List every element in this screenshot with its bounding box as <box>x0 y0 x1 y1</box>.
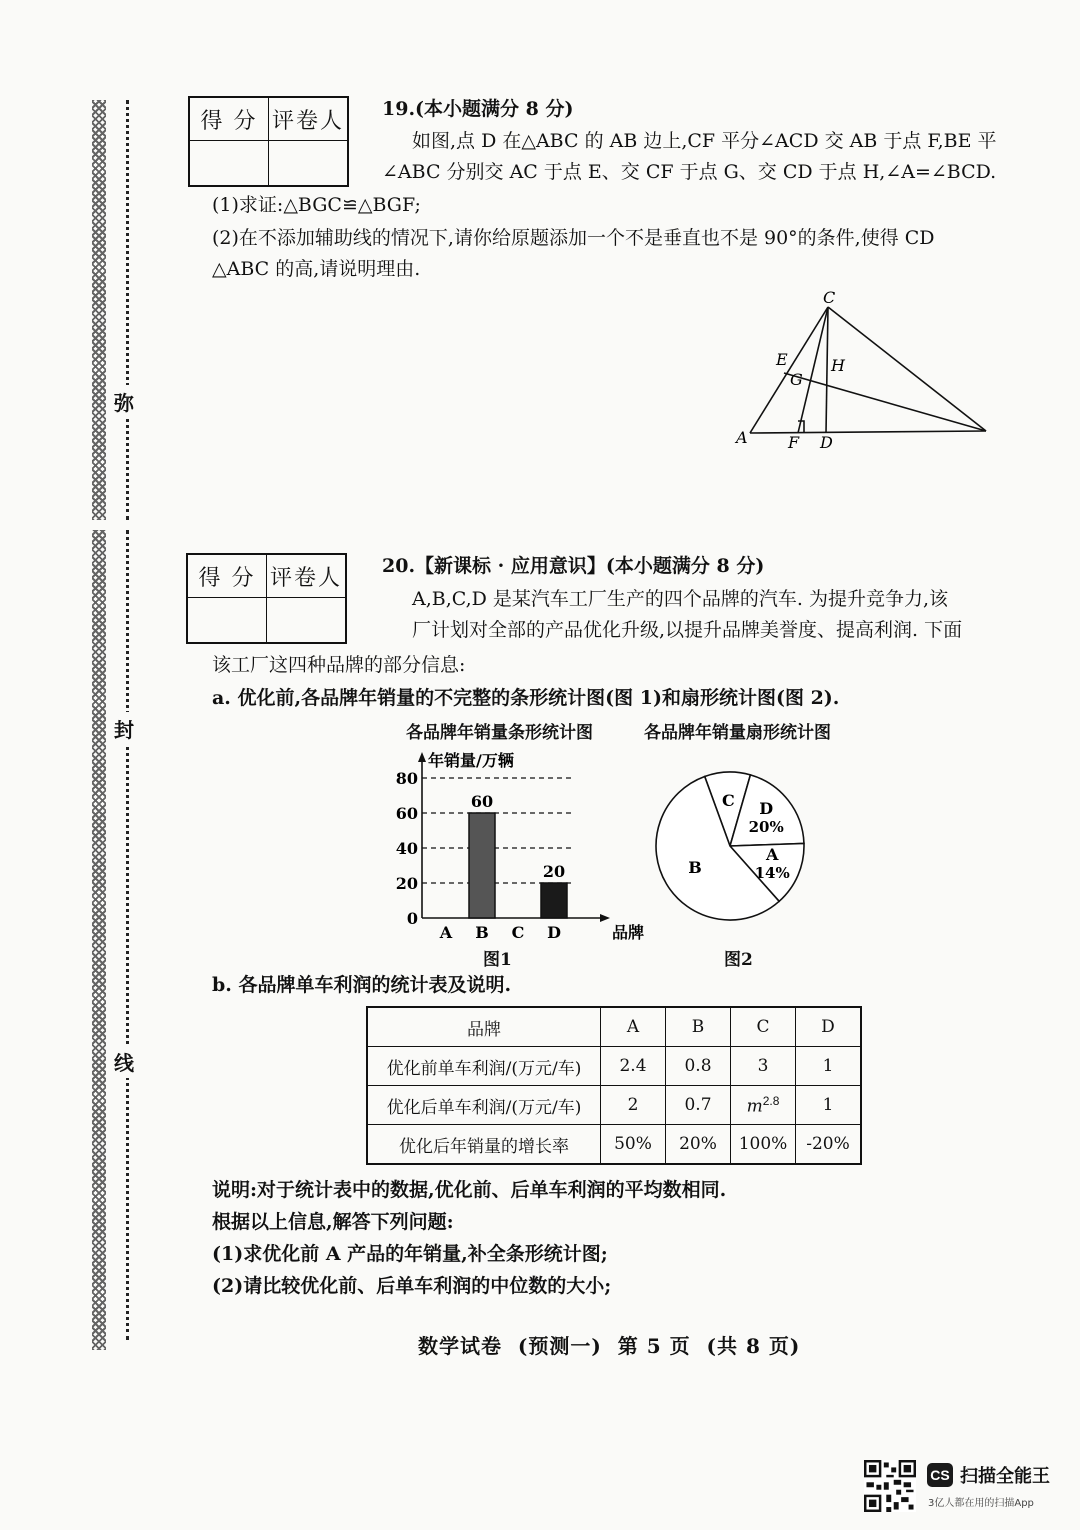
bar-ytick-label: 0 <box>406 909 418 928</box>
bar-category-label: D <box>547 923 561 942</box>
score-box-q20 <box>186 553 347 644</box>
segment-ab <box>750 431 986 433</box>
binding-dotted-line-top <box>126 100 129 520</box>
bar-y-arrow <box>418 752 426 762</box>
qr-code-icon <box>864 1460 916 1512</box>
page-footer: 数学试卷 (预测一) 第 5 页 (共 8 页) <box>418 1334 801 1358</box>
pie-label-d: D <box>759 798 774 818</box>
pie-percent-d: 20% <box>748 817 784 836</box>
scanner-app-name: 扫描全能王 <box>960 1466 1050 1487</box>
bar-ytick-label: 40 <box>395 839 418 858</box>
table-cell-m <box>731 1086 796 1125</box>
table-header-row <box>367 1007 861 1047</box>
bar-category-label: A <box>439 923 453 942</box>
q19-line1: 如图,点 D 在△ABC 的 AB 边上,CF 平分∠ACD 交 AB 于点 F,BE 平 <box>412 130 997 152</box>
table-cell: 20% <box>666 1125 731 1165</box>
table-header-cell: 品牌 <box>367 1007 601 1047</box>
label-g: G <box>790 370 803 389</box>
bar-category-label: B <box>475 923 489 942</box>
grader-label: 评卷人 <box>269 97 349 141</box>
q19-line2: ∠ABC 分别交 AC 于点 E、交 CF 于点 G、交 CD 于点 H,∠A=∠BCD. <box>382 161 997 183</box>
table-cell: 1 <box>796 1047 862 1086</box>
bar-ylabel: 年销量/万辆 <box>428 751 514 770</box>
triangle-figure <box>730 285 1000 455</box>
table-cell: 0.7 <box>666 1086 731 1125</box>
table-cell: 优化后年销量的增长率 <box>367 1125 601 1165</box>
q20-line2: 厂计划对全部的产品优化升级,以提升品牌美誉度、提高利润. 下面 <box>412 619 963 641</box>
binding-dotted-line-bottom <box>126 530 129 1340</box>
pie-label-c: C <box>722 791 735 811</box>
table-header-cell: C <box>731 1007 796 1047</box>
score-cell <box>187 598 267 644</box>
bar-ytick-label: 60 <box>395 804 418 823</box>
label-f: F <box>788 433 800 452</box>
score-cell <box>189 141 269 187</box>
scanner-slogan: 3亿人都在用的扫描App <box>928 1498 1034 1509</box>
label-c: C <box>823 288 836 307</box>
q20-line1: A,B,C,D 是某汽车工厂生产的四个品牌的汽车. 为提升竞争力,该 <box>412 588 949 610</box>
table-cell: 1 <box>796 1086 862 1125</box>
table-cell: 3 <box>731 1047 796 1086</box>
table-row <box>367 1047 861 1086</box>
profit-table <box>366 1006 862 1165</box>
table-row <box>367 1125 861 1165</box>
segment-ac <box>750 307 828 433</box>
pie-percent-a: 14% <box>754 864 790 883</box>
score-box-q19 <box>188 96 349 187</box>
grader-label: 评卷人 <box>267 554 347 598</box>
bar-category-label: C <box>511 923 525 942</box>
variable-m: m <box>746 1096 763 1117</box>
segment-cd <box>826 307 828 433</box>
bar-ytick-label: 80 <box>395 769 418 788</box>
binding-char-mi: 弥 <box>114 385 134 418</box>
q20-part2: (2)请比较优化前、后单车利润的中位数的大小; <box>212 1275 612 1297</box>
table-cell: 优化前单车利润/(万元/车) <box>367 1047 601 1086</box>
bar-chart <box>380 742 645 942</box>
pie-chart <box>652 768 812 928</box>
grader-cell <box>269 141 349 187</box>
bar-x-arrow <box>600 914 610 922</box>
fig2-caption: 图2 <box>724 950 753 970</box>
table-header-cell: B <box>666 1007 731 1047</box>
q20-info-a: a. 优化前,各品牌年销量的不完整的条形统计图(图 1)和扇形统计图(图 2). <box>212 687 840 709</box>
segment-cb <box>828 307 986 431</box>
q20-part1: (1)求优化前 A 产品的年销量,补全条形统计图; <box>212 1243 608 1265</box>
q20-heading: 20.【新课标 · 应用意识】(本小题满分 8 分) <box>382 555 765 577</box>
q20-line3: 该工厂这四种品牌的部分信息: <box>212 654 466 676</box>
q19-part2-line1: (2)在不添加辅助线的情况下,请你给原题添加一个不是垂直也不是 90°的条件,使得 CD <box>212 227 935 249</box>
table-header-cell: D <box>796 1007 862 1047</box>
binding-zigzag-bottom <box>92 530 106 1350</box>
fig1-caption: 图1 <box>483 950 512 970</box>
bar-b <box>469 813 495 918</box>
bar-ytick-label: 20 <box>395 874 418 893</box>
table-row <box>367 1086 861 1125</box>
segment-be <box>784 373 986 431</box>
bar-value-label: 60 <box>470 792 494 811</box>
binding-char-feng: 封 <box>114 712 134 745</box>
table-cell: -20% <box>796 1125 862 1165</box>
q20-instruction: 根据以上信息,解答下列问题: <box>212 1211 454 1233</box>
q20-note: 说明:对于统计表中的数据,优化前、后单车利润的平均数相同. <box>212 1179 727 1201</box>
table-cell: 100% <box>731 1125 796 1165</box>
q19-heading: 19.(本小题满分 8 分) <box>382 98 574 120</box>
q19-part1: (1)求证:△BGC≌△BGF; <box>212 194 421 216</box>
q20-info-b: b. 各品牌单车利润的统计表及说明. <box>212 974 512 996</box>
table-header-cell: A <box>601 1007 666 1047</box>
score-label: 得 分 <box>187 554 267 598</box>
binding-char-xian: 线 <box>114 1045 134 1078</box>
cs-logo-icon: CS <box>927 1463 953 1487</box>
pie-label-a: A <box>765 845 779 865</box>
handwritten-note: 2.8 <box>762 1093 780 1108</box>
table-cell: 2 <box>601 1086 666 1125</box>
pie-label-b: B <box>688 857 702 877</box>
bar-d <box>541 883 567 918</box>
grader-cell <box>267 598 347 644</box>
q19-part2-line2: △ABC 的高,请说明理由. <box>212 258 421 280</box>
label-h: H <box>831 356 845 375</box>
table-cell: 2.4 <box>601 1047 666 1086</box>
label-a: A <box>736 428 748 447</box>
score-label: 得 分 <box>189 97 269 141</box>
bar-value-label: 20 <box>542 862 566 881</box>
label-e: E <box>776 350 788 369</box>
table-cell: 0.8 <box>666 1047 731 1086</box>
bar-chart-title: 各品牌年销量条形统计图 <box>406 723 593 743</box>
binding-zigzag-top <box>92 100 106 520</box>
table-cell: 优化后单车利润/(万元/车) <box>367 1086 601 1125</box>
table-cell: 50% <box>601 1125 666 1165</box>
pie-chart-title: 各品牌年销量扇形统计图 <box>644 723 831 743</box>
bar-xlabel: 品牌 <box>612 923 645 942</box>
label-d: D <box>820 433 833 452</box>
